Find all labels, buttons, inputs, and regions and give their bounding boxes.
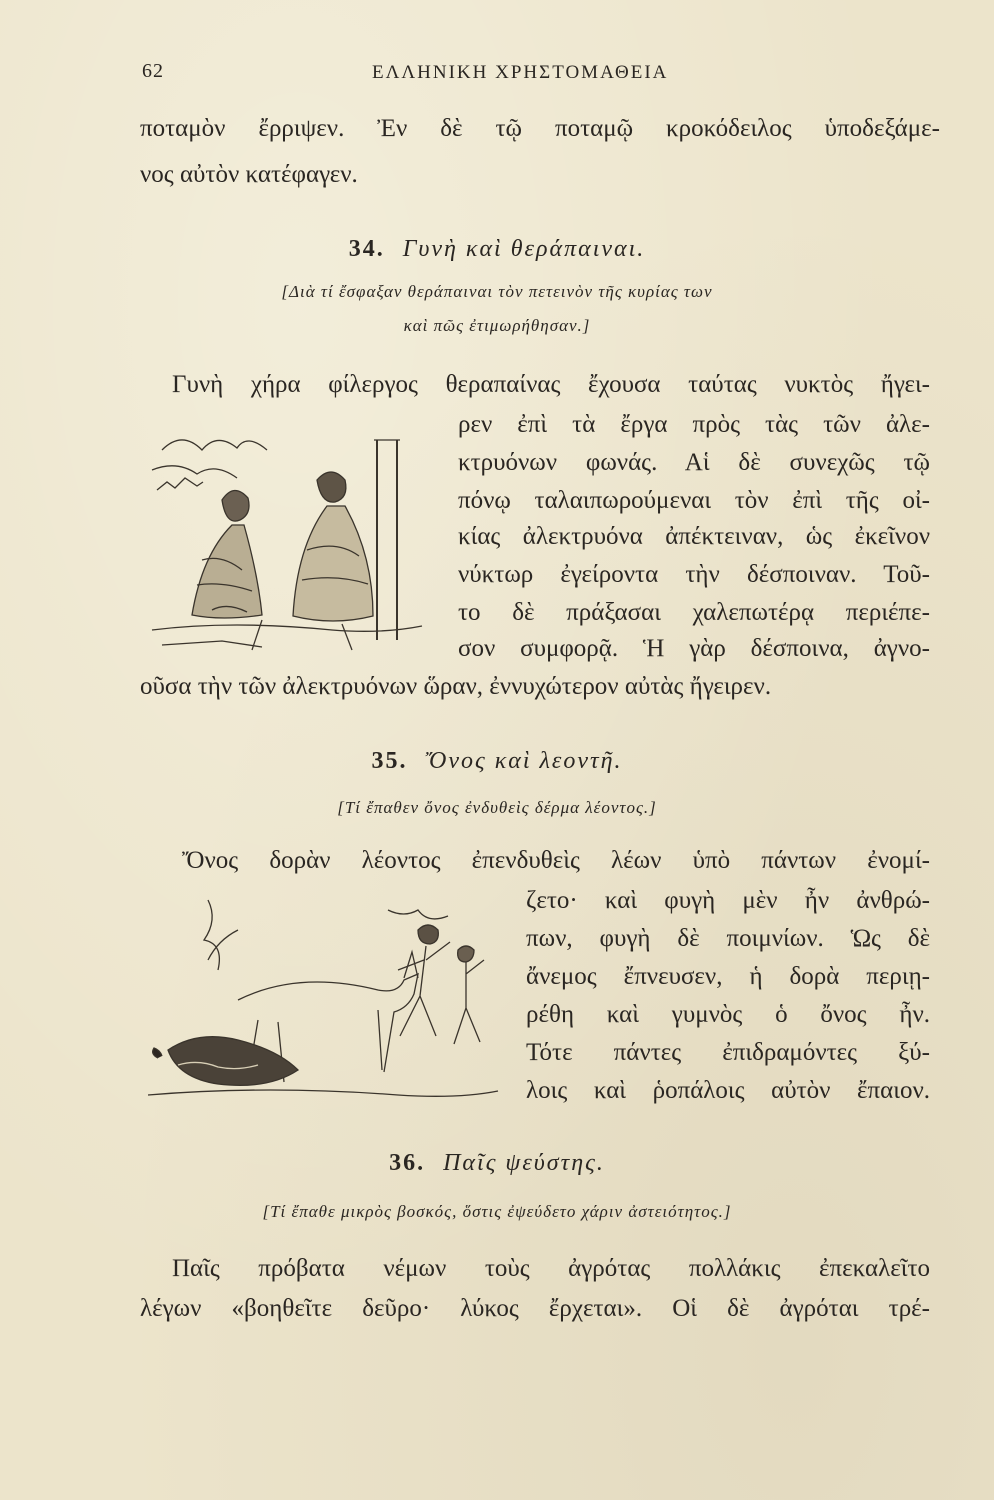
section-summary: [Τί ἔπαθε μικρὸς βοσκός, ὅστις ἐψεύδετο χάριν ἀστειότητος.] [262,1202,732,1221]
section-heading [0,748,994,775]
body-line: Ὄνος δορὰν λέοντος ἐπενδυθεὶς λέων ὑπὸ πάντων ἐνομί- [182,847,930,874]
body-line: Παῖς πρόβατα νέμων τοὺς ἀγρότας πολλάκις ἐπεκαλεῖτο [172,1255,930,1282]
running-head [0,60,994,90]
intro-line: ποταμὸν ἔρριψεν. Ἐν δὲ τῷ ποταμῷ κροκόδειλος ὑποδεξάμε- [140,115,940,142]
section-heading [0,236,994,263]
body-line: Τότε πάντες ἐπιδραμόντες ξύ- [526,1039,930,1066]
body-line: λοις καὶ ῥοπάλοις αὐτὸν ἔπαιον. [526,1077,930,1104]
women-and-rooster-illustration [142,410,442,670]
body-line: κτρυόνων φωνάς. Αἱ δὲ συνεχῶς τῷ [458,449,930,476]
section-summary: [Διὰ τί ἔσφαξαν θεράπαιναι τὸν πετεινὸν τῆς κυρίας των [281,282,713,301]
section-title: Ὄνος καὶ λεοντῆ. [425,748,623,774]
body-line: σον συμφορᾷ. Ἡ γὰρ δέσποινα, ἀγνο- [458,635,930,662]
section-summary: [Τί ἔπαθεν ὄνος ἐνδυθεὶς δέρμα λέοντος.] [337,798,657,817]
body-line: το δὲ πράξασαι χαλεπωτέρᾳ περιέπε- [458,599,930,626]
section-summary: καὶ πῶς ἐτιμωρήθησαν.] [403,316,591,335]
body-line: νύκτωρ ἐγείροντα τὴν δέσποιναν. Τοῦ- [458,561,930,588]
body-line: κίας ἀλεκτρυόνα ἀπέκτειναν, ὡς ἐκεῖνον [458,523,930,550]
section-number: 36. [389,1150,426,1176]
body-line: Γυνὴ χήρα φίλεργος θεραπαίνας ἔχουσα ταύτας νυκτὸς ἤγει- [172,371,930,398]
section-title: Παῖς ψεύστης. [443,1150,605,1176]
running-head-title: ΕΛΛΗΝΙΚΗ ΧΡΗΣΤΟΜΑΘΕΙΑ [372,62,669,83]
body-line: λέγων «βοηθεῖτε δεῦρο· λύκος ἔρχεται». Οἱ δὲ ἀγρόται τρέ- [140,1295,930,1322]
intro-line: νος αὐτὸν κατέφαγεν. [140,161,358,188]
section-number: 34. [348,236,385,262]
donkey-lion-skin-illustration [148,890,508,1110]
body-line: ρεν ἐπὶ τὰ ἔργα πρὸς τὰς τῶν ἀλε- [458,411,930,438]
body-line: πόνῳ ταλαιπωρούμεναι τὸν ἐπὶ τῆς οἰ- [458,487,930,514]
section-title: Γυνὴ καὶ θεράπαιναι. [402,236,646,262]
body-line: ρέθη καὶ γυμνὸς ὁ ὄνος ἦν. [526,1001,930,1028]
body-line: ζετο· καὶ φυγὴ μὲν ἦν ἀνθρώ- [526,887,930,914]
body-line: οῦσα τὴν τῶν ἀλεκτρυόνων ὥραν, ἐννυχώτερον αὐτὰς ἤγειρεν. [140,673,772,700]
section-number: 35. [371,748,408,774]
page-number: 62 [142,60,164,82]
body-line: πων, φυγὴ δὲ ποιμνίων. Ὡς δὲ [526,925,930,952]
body-line: ἄνεμος ἔπνευσεν, ἡ δορὰ περιῃ- [526,963,930,990]
section-heading [0,1150,994,1177]
